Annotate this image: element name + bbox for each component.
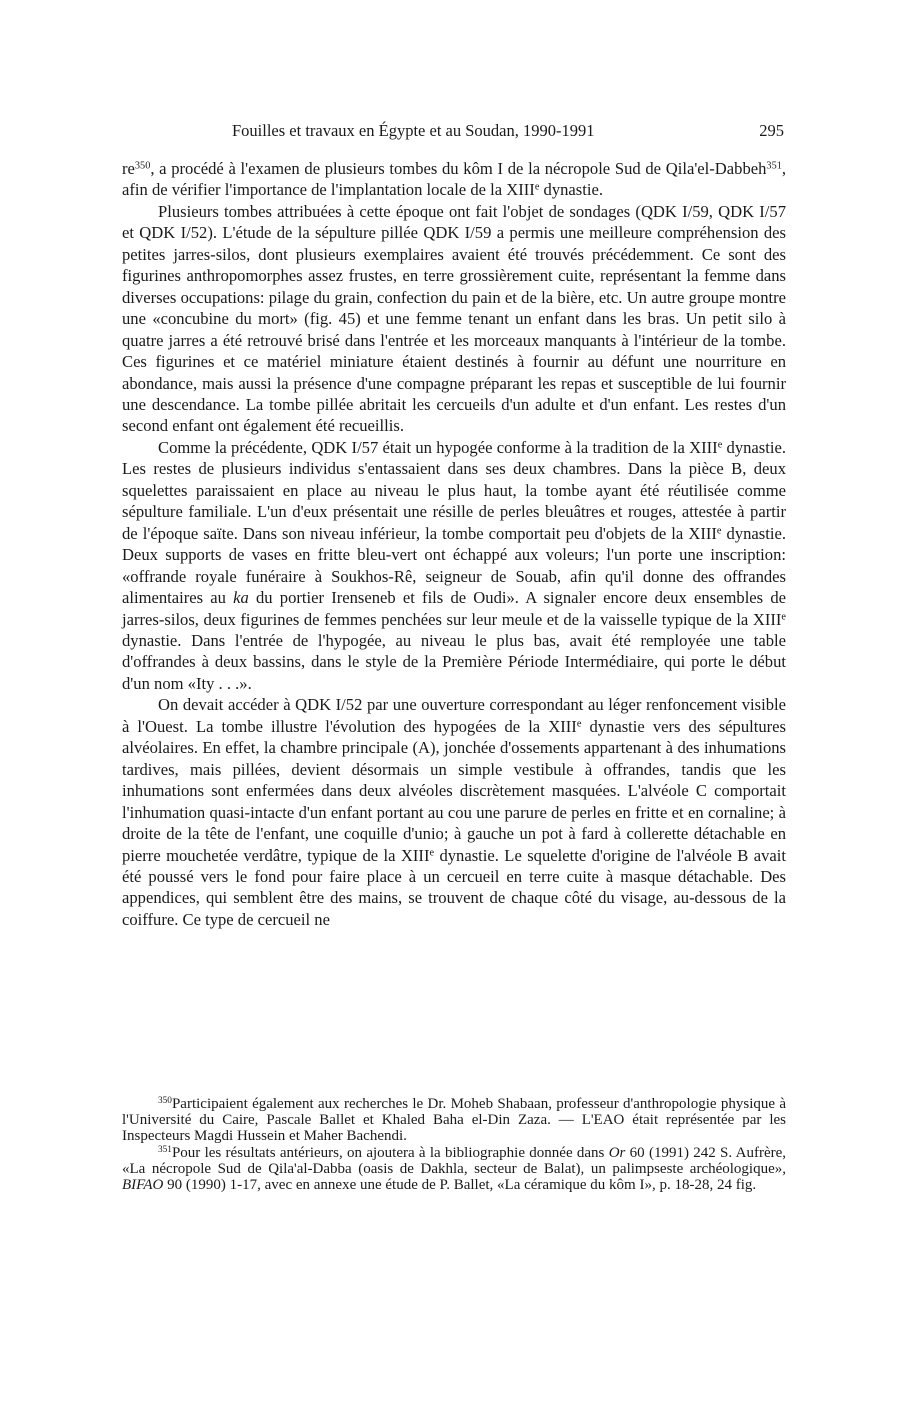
ordinal-superscript: e bbox=[576, 718, 582, 730]
footnote-text: Pour les résultats antérieurs, on ajoutera à la bibliographie donnée dans bbox=[171, 1144, 609, 1161]
ordinal-superscript: e bbox=[534, 181, 540, 193]
running-title: Fouilles et travaux en Égypte et au Soudan, 1990-1991 bbox=[232, 121, 595, 140]
footnote-text: Participaient également aux recherches le Dr. Moheb Shabaan, professeur d'anthropologie physique à l'Université du Caire, Pascale Ballet et Khaled Baha el-Din Zaza. — L'EAO était représentée par les Inspecteurs Magdi Hussein et Maher Bachendi. bbox=[122, 1096, 786, 1145]
footnote-ref-350: 350 bbox=[134, 160, 151, 172]
text-run: dynastie. Les restes de plusieurs individus s'entassaient dans ses deux chambres. Dans la pièce B, deux squelettes paraissaient en place au niveau le plus haut, la tombe ayant été réutilisée comme sépulture familiale. L'un d'eux présentait une résille de perles bleuâtres et rouges, attestée à partir de l'époque saïte. Dans son niveau inférieur, la tombe comportait peu d'objets de la XIII bbox=[122, 437, 786, 543]
ordinal-superscript: e bbox=[429, 846, 435, 858]
footnote-number: 351 bbox=[158, 1144, 172, 1155]
text-run: dynastie. bbox=[539, 180, 603, 200]
footnote-text: 60 (1991) 242 S. Aufrère, «La nécropole Sud de Qila'al-Dabba (oasis de Dakhla, secteur de Balat), un palimpseste archéologique», bbox=[122, 1144, 787, 1177]
text-run: dynastie vers des sépultures alvéolaires. En effet, la chambre principale (A), jonchée d'ossements appartenant à des inhumations tardives, mais pillées, devient désormais un simple vestibule à offrandes, tandis que les inhumations sont enfermées dans deux alvéoles discrètement masquées. L'alvéole C comportait l'inhumation quasi-intacte d'un enfant portant au cou une parure de perles en fritte et en cornaline; à droite de la tête de l'enfant, une coquille d'unio; à gauche un pot à fard à collerette détachable en pierre mouchetée verdâtre, typique de la XIII bbox=[122, 716, 786, 865]
footnote-number: 350 bbox=[158, 1095, 172, 1106]
paragraph-2: Plusieurs tombes attribuées à cette époque ont fait l'objet de sondages (QDK I/59, QDK I/57 et QDK I/52). L'étude de la sépulture pillée QDK I/59 a permis une meilleure compréhension des petites jarres-silos, dont plusieurs exemplaires avaient été trouvés précédemment. Ce sont des figurines anthropomorphes assez frustes, en terre grossièrement cuite, représentant la femme dans diverses occupations: pilage du grain, confection du pain et de la bière, etc. Un autre groupe montre une «concubine du mort» (fig. 45) et une femme tenant un enfant dans les bras. Un petit silo à quatre jarres a été retrouvé brisé dans l'entrée et les morceaux manquants à l'intérieur de la tombe. Ces figurines et ce matériel miniature étaient destinés à fournir au défunt une nourriture en abondance, mais aussi la présence d'une compagne préparant les repas et susceptible de lui fournir une descendance. La tombe pillée abritait les cercueils d'un adulte et d'un enfant. Les restes d'un second enfant ont également été recueillis. bbox=[122, 201, 786, 436]
text-run: dynastie. Deux supports de vases en fritte bleu-vert ont échappé aux voleurs; l'un porte une inscription: «offrande royale funéraire à Soukhos-Rê, seigneur de Souab, afin qu'il donne des offrandes alimentaires au bbox=[122, 523, 786, 608]
page-number: 295 bbox=[759, 121, 784, 140]
text-run: , afin de vérifier l'importance de l'implantation locale de la XIII bbox=[122, 159, 786, 200]
paragraph-1 bbox=[122, 158, 786, 201]
paragraph-3 bbox=[122, 437, 786, 694]
footnotes bbox=[122, 1096, 786, 1193]
ordinal-superscript: e bbox=[781, 610, 786, 622]
text-run: re bbox=[122, 159, 135, 178]
text-run: du portier Irenseneb et fils de Oudi». A signaler encore deux ensembles de jarres-silos, deux figurines de femmes penchées sur leur meule et de la vaisselle typique de la XIII bbox=[122, 588, 786, 629]
text-run: , a procédé à l'examen de plusieurs tombes du kôm I de la nécropole Sud de Qila'el-Dabbeh bbox=[150, 159, 767, 178]
footnote-text: 90 (1990) 1-17, avec en annexe une étude de P. Ballet, «La céramique du kôm I», p. 18-28, 24 fig. bbox=[163, 1177, 757, 1194]
footnote-350 bbox=[122, 1096, 786, 1145]
footnote-351 bbox=[122, 1145, 786, 1194]
text-run: Comme la précédente, QDK I/57 était un hypogée conforme à la tradition de la XIII bbox=[158, 437, 718, 457]
text-run: On devait accéder à QDK I/52 par une ouverture correspondant au léger renfoncement visible à l'Ouest. La tombe illustre l'évolution des hypogées de la XIII bbox=[122, 695, 786, 736]
page-header bbox=[122, 119, 786, 143]
text-run: dynastie. Dans l'entrée de l'hypogée, au niveau le plus bas, avait été remployée une table d'offrandes à deux bassins, dans le style de la Première Période Intermédiaire, qui porte le début d'un nom «Ity . . .». bbox=[122, 630, 786, 693]
ordinal-superscript: e bbox=[716, 525, 722, 537]
footnote-ref-351: 351 bbox=[766, 160, 782, 172]
journal-abbrev-bifao: BIFAO bbox=[122, 1177, 164, 1194]
journal-abbrev-or: Or bbox=[608, 1144, 626, 1161]
ordinal-superscript: e bbox=[717, 439, 723, 451]
text-run: dynastie. Le squelette d'origine de l'alvéole B avait été poussé vers le fond pour faire place à un cercueil en terre cuite à masque détachable. Des appendices, qui semblent être des mains, se trouvent de chaque côté du visage, au-dessous de la coiffure. Ce type de cercueil ne bbox=[122, 845, 786, 929]
italic-term: ka bbox=[233, 588, 249, 608]
main-text bbox=[122, 158, 786, 930]
paragraph-4 bbox=[122, 694, 786, 930]
